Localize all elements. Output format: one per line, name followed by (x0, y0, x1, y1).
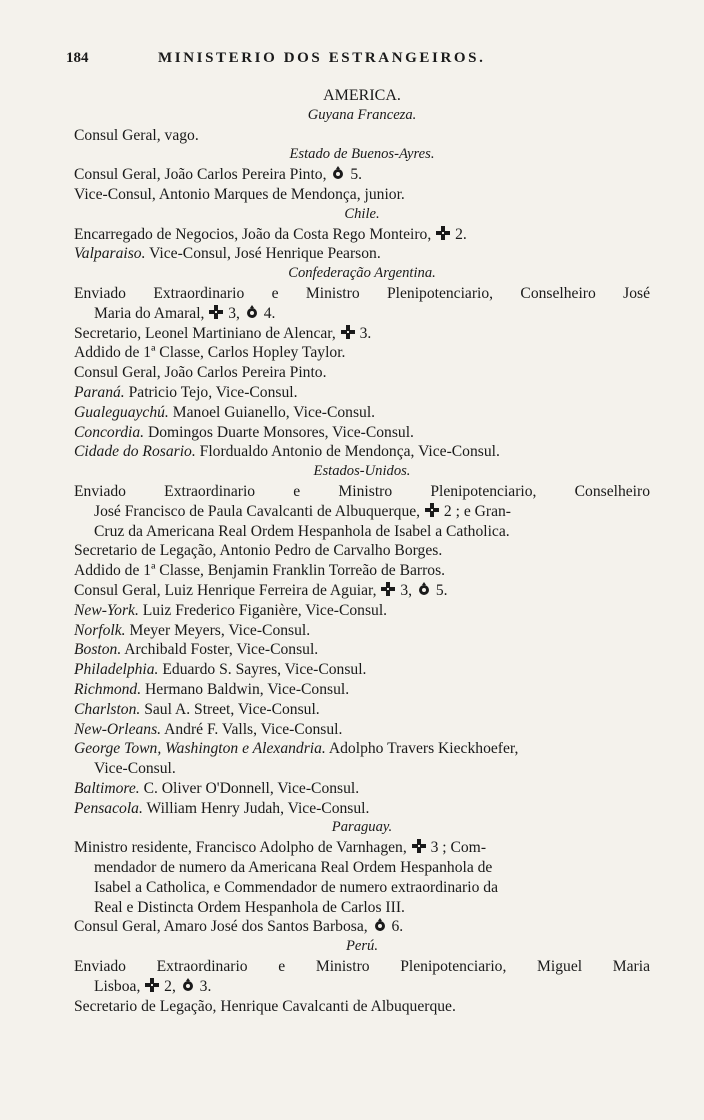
place-name: Philadelphia. (74, 661, 159, 679)
text-line: Enviado Extraordinario e Ministro Plenipotenciario, Conselheiro José (74, 284, 650, 302)
page-number: 184 (66, 50, 89, 66)
section-title-chile: Chile. (344, 205, 380, 222)
text-line: Vice-Consul. (94, 760, 176, 778)
entry-text: Luiz Frederico Figanière, Vice-Consul. (142, 601, 388, 619)
entry-text: Encarregado de Negocios, João da Costa Rego Monteiro, (74, 225, 432, 243)
text-line (74, 442, 650, 462)
rose-order-icon (180, 977, 196, 993)
text-line (74, 403, 650, 423)
text-line (74, 739, 650, 759)
rank-text: 3 ; Com- (430, 839, 487, 857)
entry-text: William Henry Judah, Vice-Consul. (146, 799, 370, 817)
place-name: Concordia. (74, 423, 145, 441)
place-name: Baltimore. (74, 779, 140, 797)
rank-text: 3. (199, 977, 212, 995)
text-line: Isabel a Catholica, e Commendador de numero extraordinario da (94, 878, 498, 896)
cross-order-icon (380, 581, 396, 597)
place-name: Cidade do Rosario. (74, 443, 196, 461)
entry-text: Ministro residente, Francisco Adolpho de Varnhagen, (74, 839, 407, 857)
text-line (74, 779, 650, 799)
place-name: George Town, Washington e Alexandria. (74, 740, 326, 758)
rank-text: 2, (164, 977, 176, 995)
entry-text: Eduardo S. Sayres, Vice-Consul. (162, 661, 367, 679)
entry-text: Maria do Amaral, (94, 304, 205, 322)
text-line: Vice-Consul, Antonio Marques de Mendonça, junior. (74, 185, 405, 203)
text-line: mendador de numero da Americana Real Ordem Hespanhola de (94, 859, 493, 877)
text-line (74, 324, 650, 344)
text-line (74, 165, 650, 185)
section-title-argentina: Confederação Argentina. (288, 265, 436, 282)
entry-text: Flordualdo Antonio de Mendonça, Vice-Consul. (199, 443, 500, 461)
cross-order-icon (340, 324, 356, 340)
rank-text: 5. (350, 166, 363, 184)
text-line (74, 640, 650, 660)
entry-text: Consul Geral, João Carlos Pereira Pinto, (74, 166, 327, 184)
text-line (74, 581, 650, 601)
text-line (74, 660, 650, 680)
text-line: Consul Geral, João Carlos Pereira Pinto. (74, 364, 327, 382)
text-line: Real e Distincta Ordem Hespanhola de Carlos III. (94, 898, 405, 916)
text-line: Secretario de Legação, Antonio Pedro de Carvalho Borges. (74, 542, 443, 560)
section-title-paraguay: Paraguay. (331, 819, 393, 836)
text-line (74, 423, 650, 443)
entry-text: Consul Geral, Amaro José dos Santos Barbosa, (74, 918, 368, 936)
section-title-guyana: Guyana Franceza. (307, 106, 417, 123)
section-title-buenos-ayres: Estado de Buenos-Ayres. (289, 146, 435, 163)
entry-text: Adolpho Travers Kieckhoefer, (328, 740, 519, 758)
section-title-estados-unidos: Estados-Unidos. (313, 463, 411, 480)
text-line: Cruz da Americana Real Ordem Hespanhola de Isabel a Catholica. (94, 522, 510, 540)
rank-text: 6. (391, 918, 404, 936)
rose-order-icon (244, 304, 260, 320)
entry-text: Domingos Duarte Monsores, Vice-Consul. (147, 423, 414, 441)
text-line (74, 700, 650, 720)
rose-order-icon (372, 917, 388, 933)
cross-order-icon (144, 977, 160, 993)
text-line (74, 799, 650, 819)
rank-text: 4. (263, 304, 276, 322)
entry-text: José Francisco de Paula Cavalcanti de Albuquerque, (94, 502, 421, 520)
page-header (66, 50, 566, 72)
rank-text: 3, (400, 581, 413, 599)
entry-text: Secretario, Leonel Martiniano de Alencar, (74, 324, 336, 342)
text-line: Addido de 1ª Classe, Carlos Hopley Taylor. (74, 344, 346, 362)
text-line (74, 977, 650, 997)
place-name: Charlston. (74, 700, 141, 718)
text-line (74, 838, 650, 858)
entry-text: C. Oliver O'Donnell, Vice-Consul. (143, 779, 360, 797)
cross-order-icon (208, 304, 224, 320)
text-line (74, 680, 650, 700)
place-name: Pensacola. (74, 799, 143, 817)
entry-text: André F. Valls, Vice-Consul. (164, 720, 343, 738)
text-line: Addido de 1ª Classe, Benjamin Franklin Torreão de Barros. (74, 562, 446, 580)
text-line (74, 601, 650, 621)
text-line: Consul Geral, vago. (74, 126, 199, 144)
text-line (74, 304, 650, 324)
place-name: Paraná. (74, 383, 125, 401)
place-name: Boston. (74, 641, 122, 659)
running-title: MINISTERIO DOS ESTRANGEIROS. (158, 50, 486, 66)
cross-order-icon (411, 838, 427, 854)
text-line: Enviado Extraordinario e Ministro Plenipotenciario, Conselheiro (74, 482, 650, 500)
entry-text: Consul Geral, Luiz Henrique Ferreira de Aguiar, (74, 581, 377, 599)
text-line (74, 720, 650, 740)
heading-america: AMERICA. (323, 87, 401, 104)
text-line (74, 225, 650, 245)
entry-text: Archibald Foster, Vice-Consul. (124, 641, 319, 659)
entry-text: Lisboa, (94, 977, 141, 995)
place-name: Richmond. (74, 680, 142, 698)
document-body (74, 86, 650, 1016)
text-line (74, 383, 650, 403)
entry-text: Manoel Guianello, Vice-Consul. (172, 403, 376, 421)
rose-order-icon (330, 165, 346, 181)
entry-text: Hermano Baldwin, Vice-Consul. (145, 680, 350, 698)
place-name: Norfolk. (74, 621, 126, 639)
text-line (74, 502, 650, 522)
cross-order-icon (435, 225, 451, 241)
place-name: Valparaiso. (74, 245, 146, 263)
rank-text: 3. (359, 324, 372, 342)
section-title-peru: Perú. (345, 938, 379, 955)
rank-text: 2 ; e Gran- (443, 502, 512, 520)
place-name: New-York. (74, 601, 139, 619)
text-line (74, 917, 650, 937)
rose-order-icon (416, 581, 432, 597)
rank-text: 2. (455, 225, 467, 243)
entry-text: Meyer Meyers, Vice-Consul. (129, 621, 311, 639)
place-name: Gualeguaychú. (74, 403, 169, 421)
text-line (74, 621, 650, 641)
text-line: Secretario de Legação, Henrique Cavalcanti de Albuquerque. (74, 997, 456, 1015)
entry-text: Vice-Consul, José Henrique Pearson. (149, 245, 381, 263)
rank-text: 3, (228, 304, 240, 322)
text-line (74, 244, 650, 264)
entry-text: Patricio Tejo, Vice-Consul. (128, 383, 298, 401)
cross-order-icon (424, 502, 440, 518)
text-line: Enviado Extraordinario e Ministro Plenipotenciario, Miguel Maria (74, 958, 650, 976)
place-name: New-Orleans. (74, 720, 162, 738)
rank-text: 5. (435, 581, 448, 599)
entry-text: Saul A. Street, Vice-Consul. (144, 700, 320, 718)
